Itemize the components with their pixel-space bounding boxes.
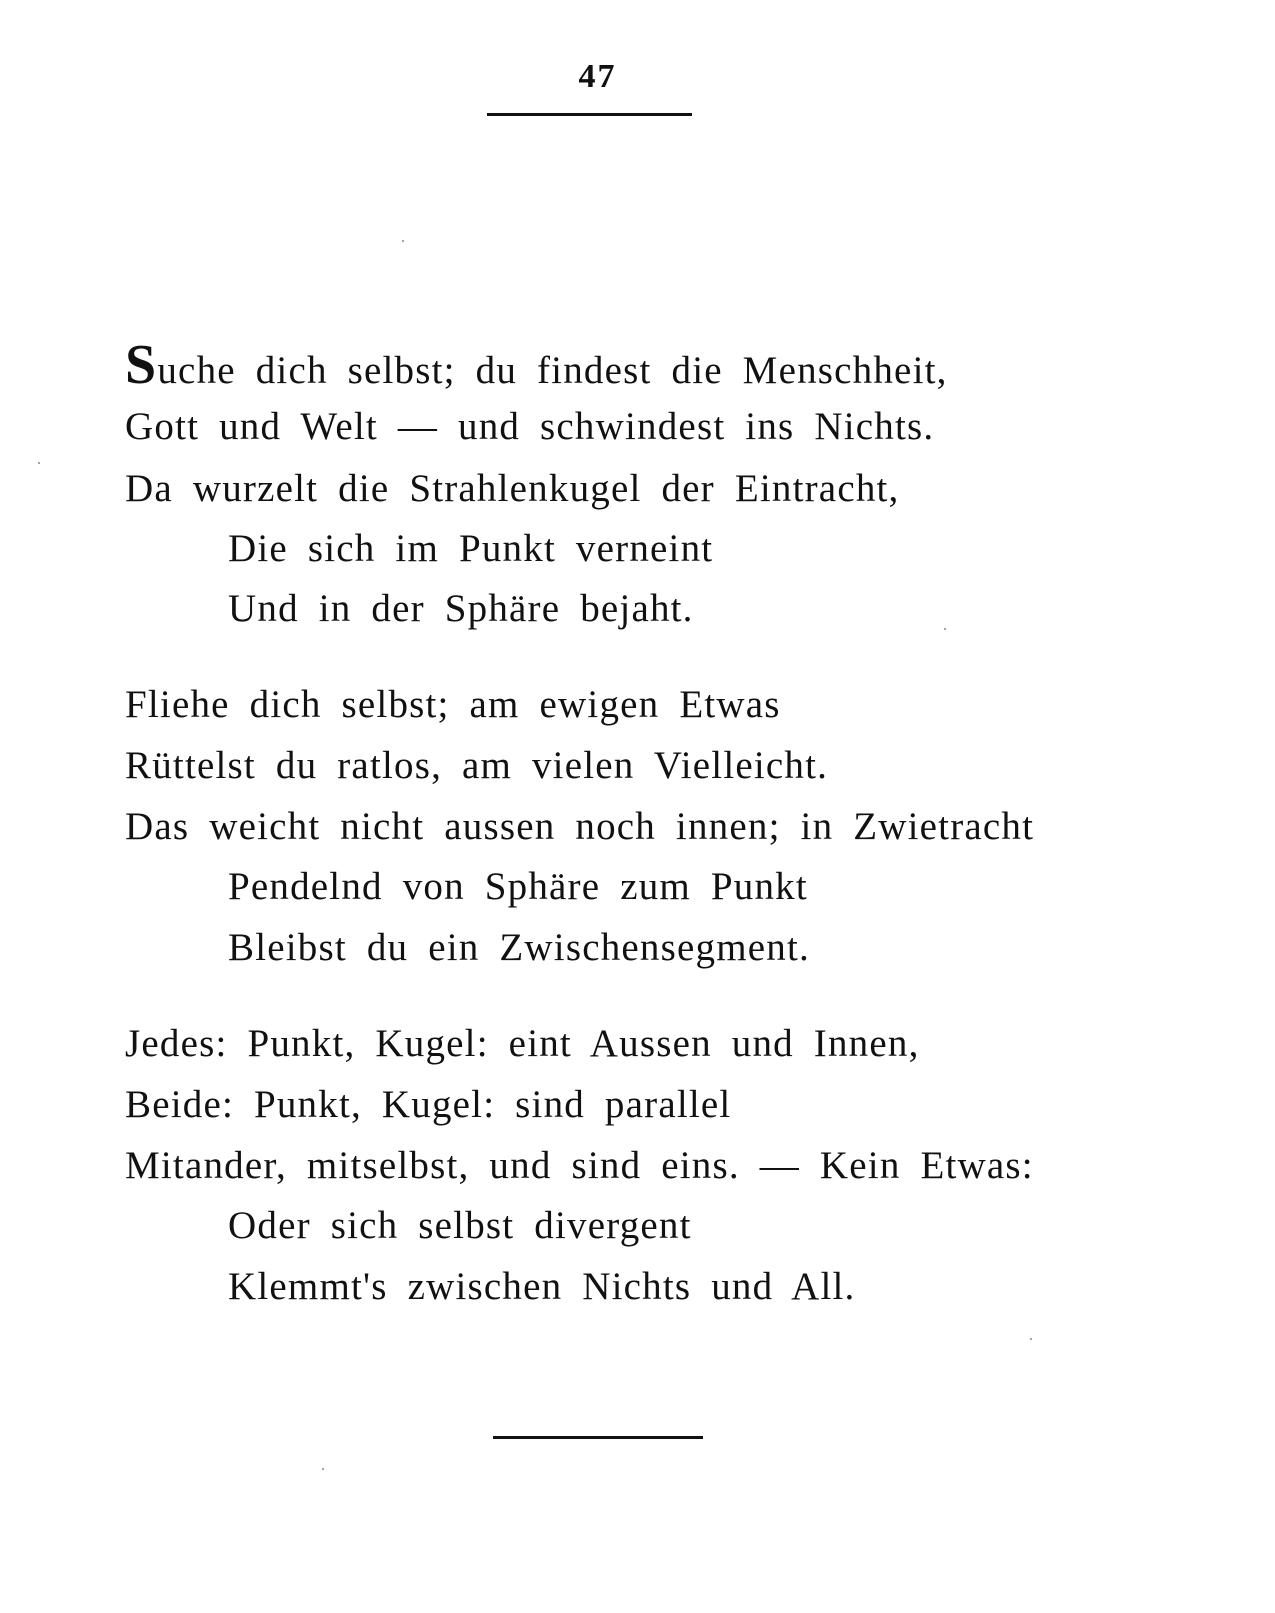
poem-line: Gott und Welt — und schwindest ins Nichts. [125, 405, 935, 448]
paper-speck [1030, 1338, 1032, 1340]
poem-line: Da wurzelt die Strahlenkugel der Eintracht, [125, 467, 900, 510]
poem-line: Die sich im Punkt verneint [228, 527, 714, 570]
poem-line: Und in der Sphäre bejaht. [228, 587, 694, 630]
paper-speck [322, 1468, 324, 1470]
drop-cap: S [125, 334, 158, 396]
poem-line: Das weicht nicht aussen noch innen; in Zwietracht [125, 805, 1035, 848]
page-number: 47 [578, 58, 617, 95]
poem-line: Pendelnd von Sphäre zum Punkt [228, 865, 808, 908]
poem-line: Klemmt's zwischen Nichts und All. [228, 1265, 856, 1308]
poem-line: Bleibst du ein Zwischensegment. [228, 926, 810, 969]
paper-speck [944, 628, 946, 630]
poem-line: Oder sich selbst divergent [228, 1204, 692, 1247]
poem-line: Rüttelst du ratlos, am vielen Vielleicht. [125, 744, 829, 787]
poem-line: Mitander, mitselbst, und sind eins. — Kein Etwas: [125, 1144, 1034, 1187]
paper-speck [38, 462, 40, 464]
footer-rule [493, 1436, 703, 1439]
paper-speck [402, 240, 404, 242]
poem-line: Fliehe dich selbst; am ewigen Etwas [125, 683, 781, 726]
poem-line: Jedes: Punkt, Kugel: eint Aussen und Innen, [125, 1022, 920, 1065]
poem-line [125, 334, 948, 396]
poem-line: Beide: Punkt, Kugel: sind parallel [125, 1083, 732, 1126]
header-rule [487, 113, 692, 116]
line-text: uche dich selbst; du findest die Menschheit, [157, 349, 948, 392]
